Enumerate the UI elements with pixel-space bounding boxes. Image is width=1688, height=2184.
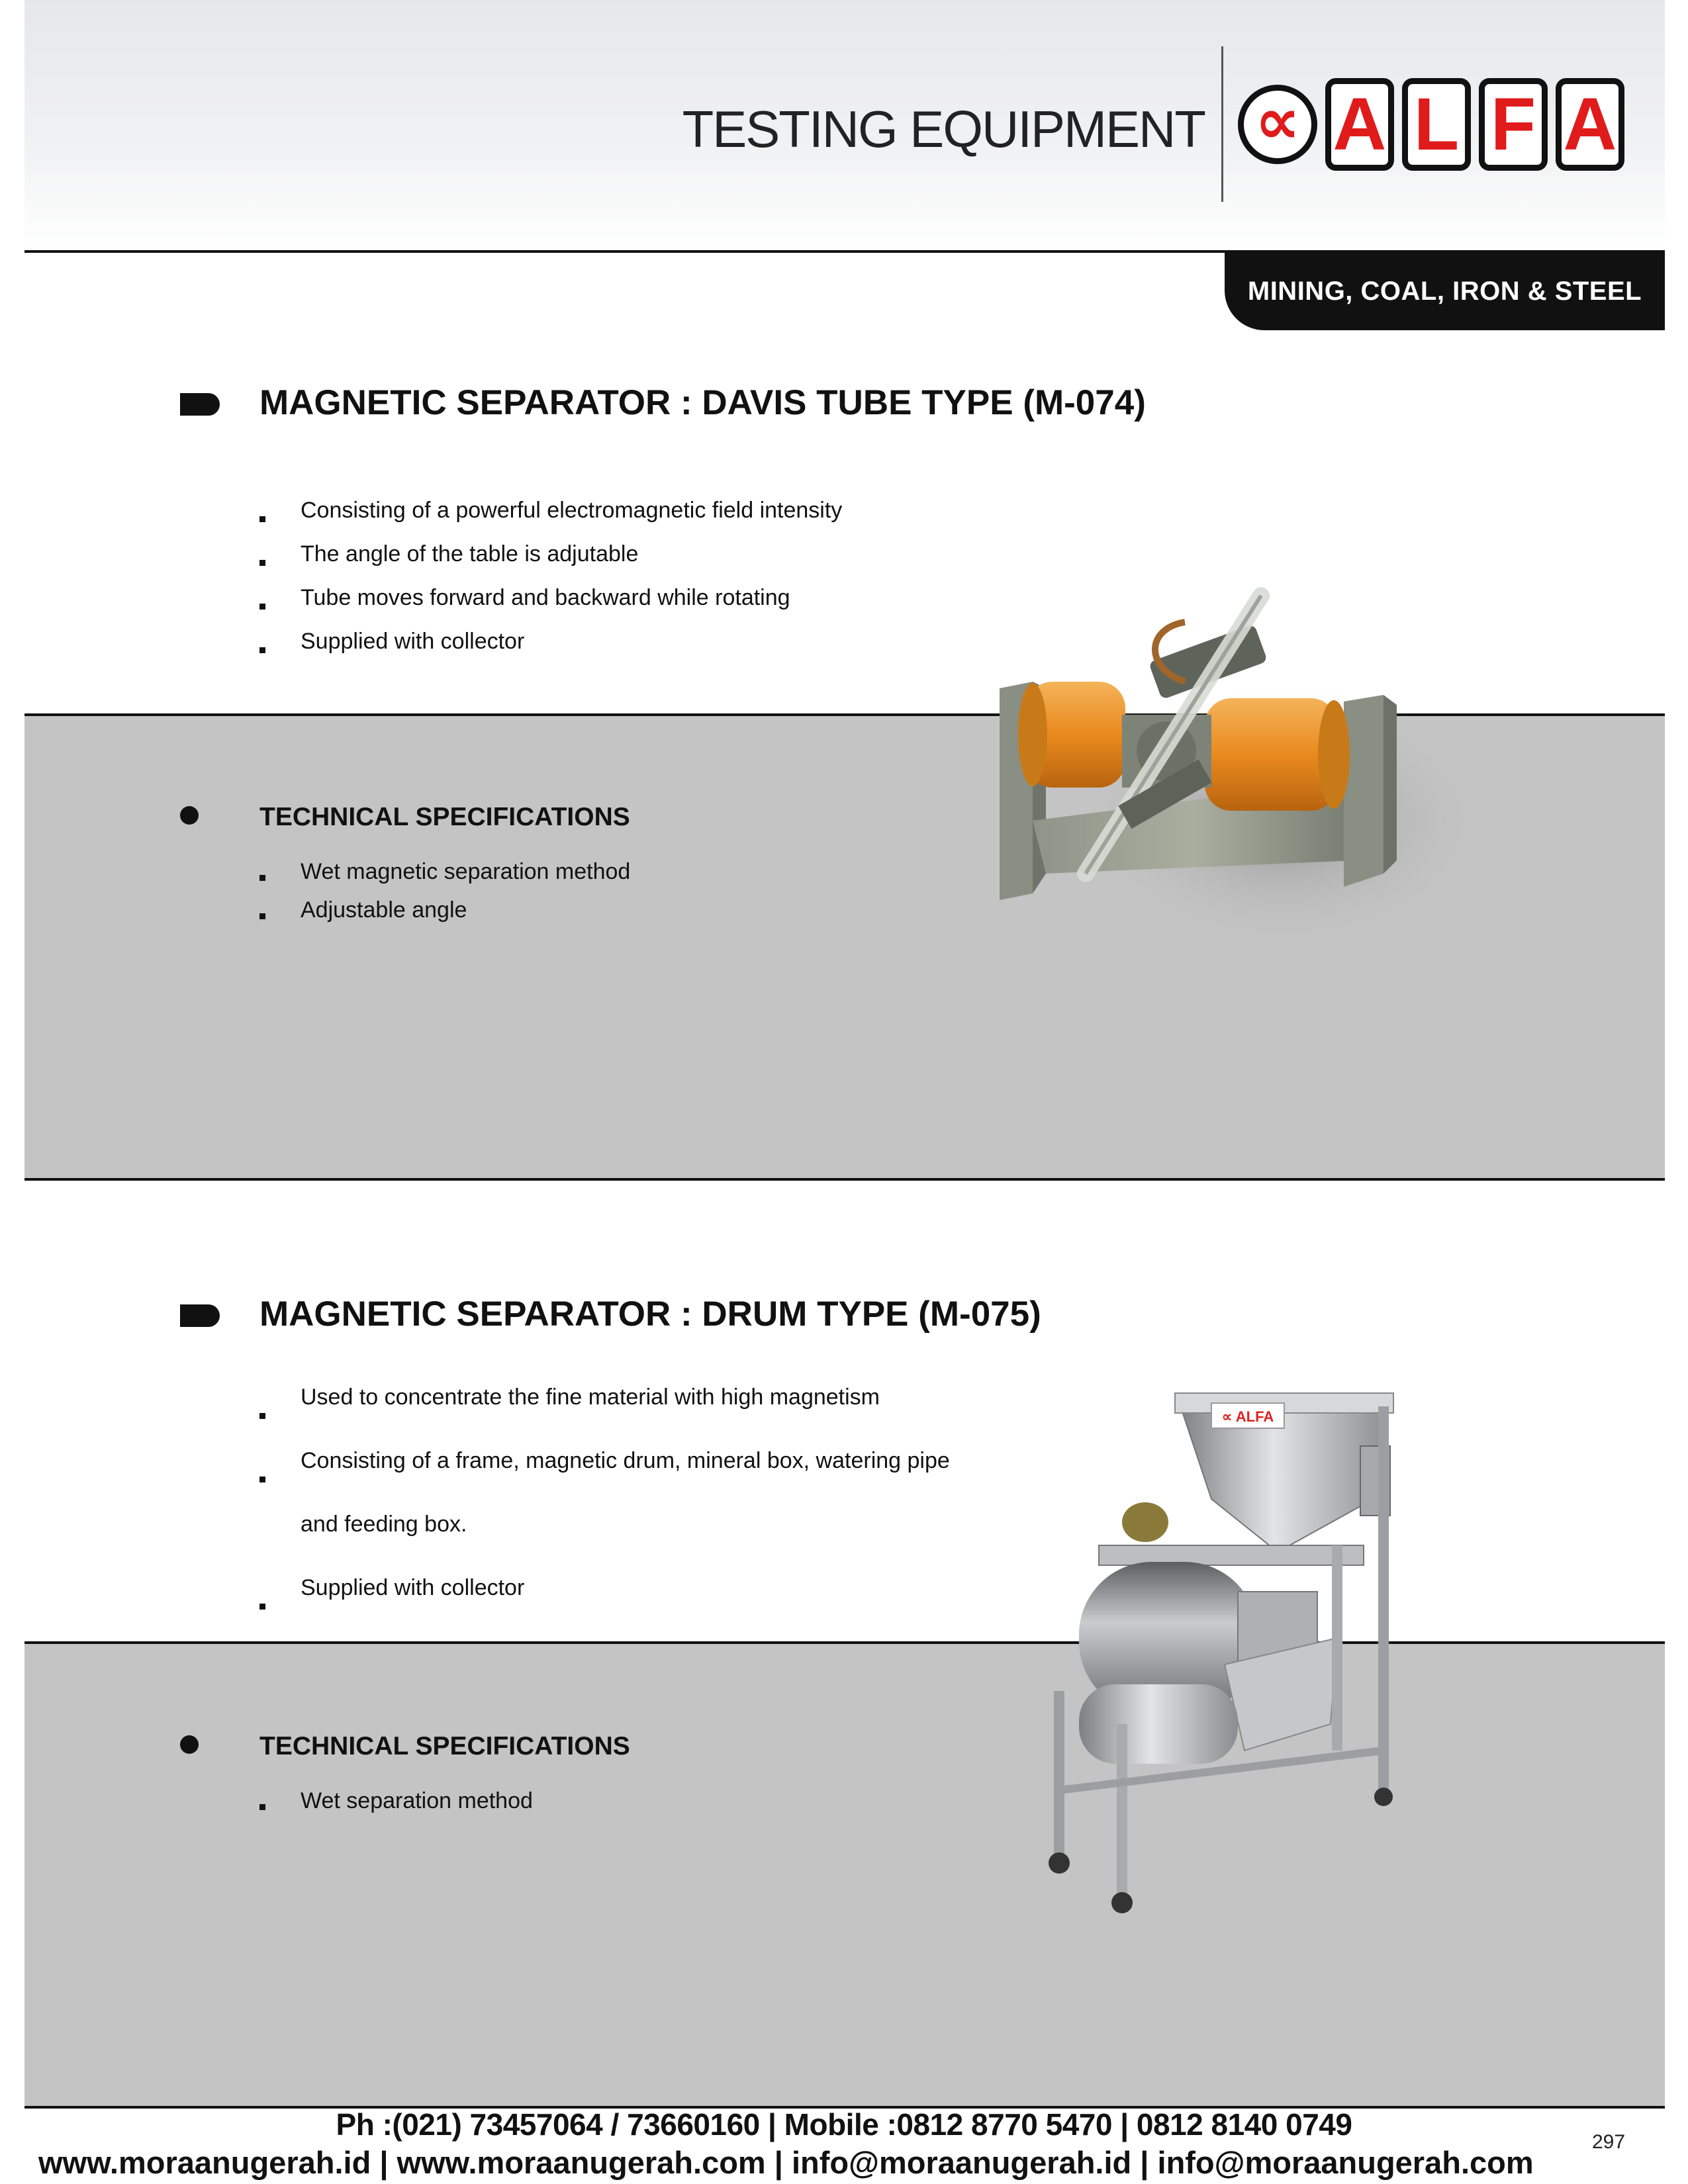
footer-phone: Ph :(021) 73457064 / 73660160 | Mobile :0812 8770 5470 | 0812 8140 0749 [336,2107,1352,2142]
section-rule [24,1178,1665,1181]
feature-item: Tube moves forward and backward while rotating [259,585,842,629]
header-divider [1221,46,1223,202]
logo-letter: F [1479,78,1548,171]
footer-web-links[interactable]: www.moraanugerah.id | www.moraanugerah.com | info@moraanugerah.id | info@moraanugerah.com [38,2145,1534,2180]
feature-item: Supplied with collector [259,1575,950,1639]
logo-letter: A [1325,78,1394,171]
spec-item: Wet magnetic separation method [259,859,630,897]
category-tab [1225,252,1665,330]
spec-bullet-icon [180,806,199,825]
logo-letter: A [1556,78,1624,171]
section-marker-icon [180,1304,220,1327]
page-number: 297 [1592,2131,1626,2153]
davis-tube-separator-image [986,582,1489,993]
spec-bullet-icon [180,1735,199,1754]
feature-item: Used to concentrate the fine material with high magnetism [259,1385,950,1448]
feature-item: The angle of the table is adjutable [259,541,842,585]
spec-item: Adjustable angle [259,897,630,936]
spec-heading: TECHNICAL SPECIFICATIONS [259,1732,630,1760]
spec-item: Wet separation method [259,1788,533,1827]
feature-item: Consisting of a powerful electromagnetic field intensity [259,498,842,541]
spec-heading: TECHNICAL SPECIFICATIONS [259,803,630,831]
feature-item: Consisting of a frame, magnetic drum, mineral box, watering pipe [259,1448,950,1512]
feature-item: Supplied with collector [259,629,842,672]
drum-separator-image [993,1380,1417,1916]
spec-panel [24,1644,1665,2106]
feature-list [259,1385,950,1639]
spec-list [259,1788,533,1827]
product-title: MAGNETIC SEPARATOR : DRUM TYPE (M-075) [259,1295,1041,1334]
feature-item-continuation: and feeding box. [301,1512,467,1537]
spec-list [259,859,630,936]
feature-list [259,498,842,672]
section-marker-icon [180,393,220,416]
alfa-logo [1238,78,1624,171]
header-title: TESTING EQUIPMENT [682,100,1205,158]
svg-text:∝ ALFA: ∝ ALFA [1221,1408,1274,1425]
logo-letter: L [1402,78,1471,171]
category-label: MINING, COAL, IRON & STEEL [1247,276,1642,306]
product-title: MAGNETIC SEPARATOR : DAVIS TUBE TYPE (M-074) [259,383,1146,422]
alpha-symbol-icon: ∝ [1238,85,1317,164]
